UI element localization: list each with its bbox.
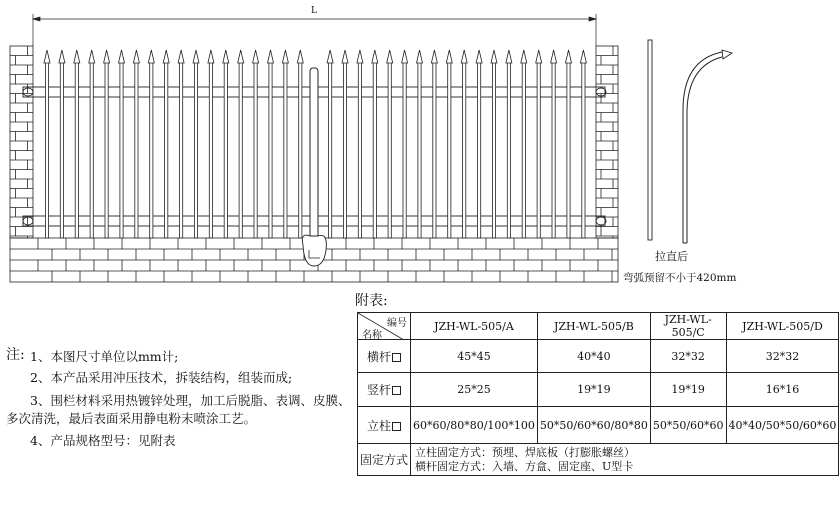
checkbox-square-icon — [392, 353, 401, 362]
table-cell: 60*60/80*80/100*100 — [411, 407, 538, 444]
rail-fixing-bolt — [23, 88, 33, 96]
picket-bar — [343, 62, 346, 238]
spear-tip — [74, 50, 80, 63]
picket-bar — [150, 62, 153, 238]
straight-picket — [648, 40, 652, 240]
picket-bar — [90, 62, 93, 238]
picket-bar — [522, 62, 525, 238]
picket-bar — [478, 62, 481, 238]
row-label — [358, 373, 411, 407]
picket-bar — [463, 62, 466, 238]
spear-tip — [491, 50, 497, 63]
post-footing — [302, 235, 326, 266]
spear-tip — [59, 50, 65, 63]
row-label-text: 立柱 — [367, 418, 392, 433]
model-header: JZH-WL-505/B — [537, 313, 650, 340]
checkbox-square-icon — [392, 386, 401, 395]
spear-tip — [44, 50, 50, 63]
picket-bar — [418, 62, 421, 238]
picket-bar — [105, 62, 108, 238]
note-item: 2、本产品采用冲压技术，拆装结构，组装而成; — [30, 370, 293, 385]
note-item: 4、产品规格型号：见附表 — [30, 433, 176, 448]
picket-bar — [269, 62, 272, 238]
table-cell: 45*45 — [411, 340, 538, 373]
row-label — [358, 407, 411, 444]
row-label: 固定方式 — [358, 444, 411, 476]
picket-bar — [284, 62, 287, 238]
model-header: JZH-WL-505/D — [726, 313, 839, 340]
table-cell: 40*40 — [537, 340, 650, 373]
fixing-cell — [411, 444, 839, 476]
dimension-line — [33, 14, 596, 46]
spear-tip — [223, 50, 229, 63]
picket-bar — [582, 62, 585, 238]
rail-fixing-bolt — [596, 217, 606, 225]
picket-bar — [75, 62, 78, 238]
spear-tip — [193, 50, 199, 63]
table-title: 附表: — [355, 293, 388, 309]
picket-bar — [45, 62, 48, 238]
picket-bar — [358, 62, 361, 238]
picket-bar — [433, 62, 436, 238]
picket-bar — [165, 62, 168, 238]
fixing-line: 横杆固定方式：入墙、方盒、固定座、U型卡 — [415, 459, 634, 473]
bend-label: 弯弧预留不小于420mm — [623, 272, 737, 284]
picket-bar — [120, 62, 123, 238]
picket-bar — [194, 62, 197, 238]
picket-bar — [299, 62, 302, 238]
spear-tip — [566, 50, 572, 63]
picket-bar — [239, 62, 242, 238]
header-corner-cell — [358, 313, 411, 340]
note-item: 1、本图尺寸单位以mm计; — [30, 349, 179, 364]
bent-spear-tip — [722, 50, 732, 59]
picket-bar — [209, 62, 212, 238]
table-row — [358, 444, 839, 476]
dimension-label: L — [311, 6, 317, 16]
picket-bar — [224, 62, 227, 238]
note-item: 3、围栏材料采用热镀锌处理，加工后脱脂、表调、皮膜、 — [30, 393, 351, 408]
table-cell: 19*19 — [650, 373, 726, 407]
table-cell: 32*32 — [726, 340, 839, 373]
spear-tip — [89, 50, 95, 63]
table-cell: 19*19 — [537, 373, 650, 407]
spear-tip — [580, 50, 586, 63]
center-post — [310, 68, 318, 242]
model-header: JZH-WL-505/A — [411, 313, 538, 340]
picket-bar — [448, 62, 451, 238]
spear-tip — [536, 50, 542, 63]
row-label — [358, 340, 411, 373]
picket-bar — [492, 62, 495, 238]
spear-tip — [417, 50, 423, 63]
straight-label: 拉直后 — [655, 250, 688, 263]
picket-bar — [567, 62, 570, 238]
picket-bar — [180, 62, 183, 238]
spear-tip — [119, 50, 125, 63]
picket-bar — [388, 62, 391, 238]
spear-tip — [297, 50, 303, 63]
spear-tip — [446, 50, 452, 63]
picket-bar — [254, 62, 257, 238]
table-cell: 25*25 — [411, 373, 538, 407]
spear-tip — [372, 50, 378, 63]
fixing-line: 立柱固定方式：预埋、焊底板（打膨胀螺丝） — [415, 445, 636, 459]
spear-tip — [163, 50, 169, 63]
spear-tip — [327, 50, 333, 63]
table-header-row — [358, 313, 839, 340]
row-label-text: 竖杆 — [367, 383, 392, 397]
table-row — [358, 340, 839, 373]
spear-tip — [387, 50, 393, 63]
table-row — [358, 373, 839, 407]
header-bottom-label: 名称 — [362, 330, 382, 341]
spear-tip — [238, 50, 244, 63]
picket-bar — [552, 62, 555, 238]
notes-prefix: 注: — [6, 347, 25, 363]
spear-tip — [431, 50, 437, 63]
picket-bar — [373, 62, 376, 238]
spear-tip — [506, 50, 512, 63]
spear-tip — [208, 50, 214, 63]
spear-tip — [104, 50, 110, 63]
table-cell: 40*40/50*50/60*60 — [726, 407, 839, 444]
spear-tip — [178, 50, 184, 63]
spear-tip — [551, 50, 557, 63]
spear-tip — [148, 50, 154, 63]
spear-tip — [461, 50, 467, 63]
picket-bar — [329, 62, 332, 238]
dimension-arrow — [589, 17, 596, 21]
dimension-arrow — [33, 17, 40, 21]
table-row — [358, 407, 839, 444]
picket-bar — [60, 62, 63, 238]
spear-tip — [133, 50, 139, 63]
spear-tip — [402, 50, 408, 63]
spear-tip — [357, 50, 363, 63]
picket-bar — [403, 62, 406, 238]
spear-tip — [342, 50, 348, 63]
fence-panel — [23, 50, 606, 266]
spear-tip — [253, 50, 259, 63]
table-cell: 50*50/60*60 — [650, 407, 726, 444]
checkbox-square-icon — [392, 422, 401, 431]
spec-table — [357, 312, 839, 476]
spear-tip — [268, 50, 274, 63]
model-header: JZH-WL-505/C — [650, 313, 726, 340]
bent-picket-inner — [687, 57, 722, 243]
rail-fixing-bolt — [23, 217, 33, 225]
picket-bar — [507, 62, 510, 238]
spear-tip — [521, 50, 527, 63]
row-label-text: 横杆 — [367, 349, 392, 364]
spear-tip — [476, 50, 482, 63]
spear-tip — [282, 50, 288, 63]
note-item: 多次清洗，最后表面采用静电粉末喷涂工艺。 — [6, 411, 257, 426]
header-top-label: 编号 — [387, 318, 408, 329]
bend-detail — [648, 40, 732, 243]
table-cell: 16*16 — [726, 373, 839, 407]
picket-bar — [135, 62, 138, 238]
picket-bar — [537, 62, 540, 238]
table-cell: 32*32 — [650, 340, 726, 373]
bent-picket-outer — [683, 52, 722, 243]
table-cell: 50*50/60*60/80*80 — [537, 407, 650, 444]
